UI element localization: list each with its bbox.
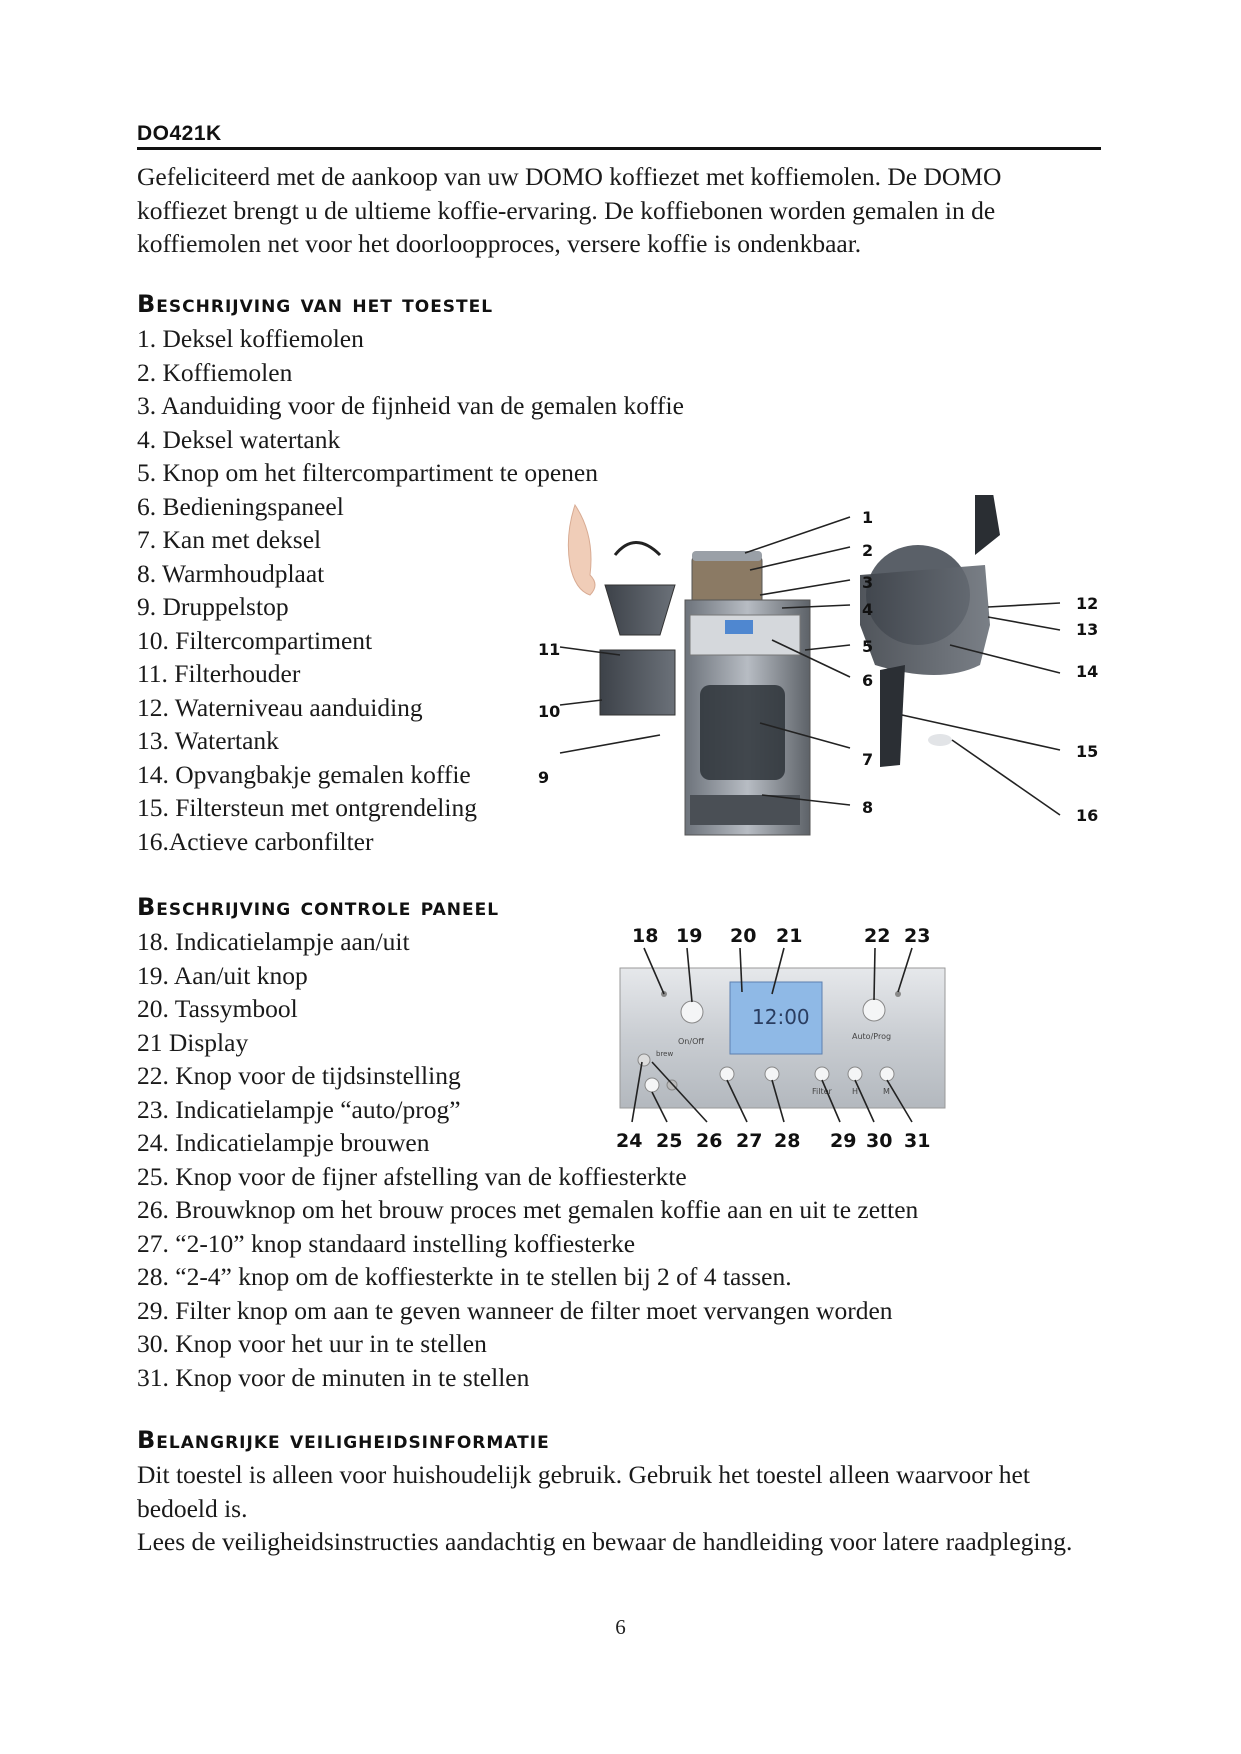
figure-label: 1 (862, 508, 874, 527)
panel-label: 19 (676, 925, 703, 947)
minute-button[interactable] (880, 1067, 894, 1081)
section-heading-device: Beschrijving van het toestel (137, 290, 494, 318)
panel-label: 20 (730, 925, 757, 947)
panel-label: 21 (776, 925, 803, 947)
panel-label: 24 (616, 1130, 643, 1152)
grinder-top (692, 555, 762, 605)
panel-label: 23 (904, 925, 931, 947)
list-item: 13. Watertank (137, 726, 279, 755)
section-heading-control-panel: Beschrijving controle paneel (137, 893, 500, 921)
list-item: 7. Kan met deksel (137, 525, 322, 554)
filter-label: Filter (812, 1087, 832, 1096)
list-item: 9. Druppelstop (137, 592, 289, 621)
list-item: 18. Indicatielampje aan/uit (137, 927, 410, 956)
safety-paragraph: Dit toestel is alleen voor huishoudelijk gebruik. Gebruik het toestel alleen waarvoor het bedoeld is. (137, 1460, 1030, 1523)
safety-paragraph: Lees de veiligheidsinstructies aandachtig en bewaar de handleiding voor latere raadpleging. (137, 1527, 1073, 1556)
panel-label: 30 (866, 1130, 893, 1152)
figure-label: 11 (538, 640, 561, 659)
filter-button[interactable] (815, 1067, 829, 1081)
list-item: 10. Filtercompartiment (137, 625, 373, 655)
carbon-filter (928, 734, 952, 746)
panel-label: 26 (696, 1130, 723, 1152)
button-2-10[interactable] (720, 1067, 734, 1081)
minute-label: M (883, 1087, 890, 1096)
panel-label: 22 (864, 925, 891, 947)
figure-label: 2 (862, 541, 874, 560)
figure-label: 8 (862, 798, 874, 817)
filter-holder (615, 543, 660, 556)
list-item: 15. Filtersteun met ontgrendeling (137, 793, 477, 822)
list-item: 16.Actieve carbonfilter (137, 826, 374, 856)
intro-paragraph: Gefeliciteerd met de aankoop van uw DOMO koffiezet met koffiemolen. De DOMO koffiezet brengt u de ultieme koffie-ervaring. De koffiebonen worden gemalen in de koffiemolen net voor het doorloopproces, versere koffie is ondenkbaar. (137, 162, 1002, 258)
filter-support (880, 665, 905, 767)
figure-label: 7 (862, 750, 874, 769)
list-item: 22. Knop voor de tijdsinstelling (137, 1061, 461, 1090)
coffee-machine-diagram (520, 495, 1140, 855)
display-time: 12:00 (752, 1005, 810, 1029)
panel-label: 28 (774, 1130, 801, 1152)
hour-button[interactable] (848, 1067, 862, 1081)
carafe (700, 685, 785, 780)
on-off-label: On/Off (678, 1037, 704, 1046)
figure-label: 16 (1076, 806, 1099, 825)
filter-compartment (600, 650, 675, 715)
figure-label: 3 (862, 573, 874, 592)
list-item: 29. Filter knop om aan te geven wanneer de filter moet vervangen worden (137, 1295, 893, 1325)
auto-prog-label: Auto/Prog (852, 1032, 892, 1041)
auto-prog-button[interactable] (863, 999, 885, 1021)
figure-label: 10 (538, 702, 561, 721)
list-item: 2. Koffiemolen (137, 357, 293, 387)
figure-label: 13 (1076, 620, 1099, 639)
list-item: 14. Opvangbakje gemalen koffie (137, 759, 471, 789)
list-item: 6. Bedieningspaneel (137, 491, 344, 521)
list-item: 11. Filterhouder (137, 659, 301, 688)
brew-indicator (638, 1054, 650, 1066)
list-item: 5. Knop om het filtercompartiment te openen (137, 458, 598, 487)
list-item: 1. Deksel koffiemolen (137, 324, 364, 353)
page-number: 6 (615, 1615, 626, 1639)
list-item: 26. Brouwknop om het brouw proces met gemalen koffie aan en uit te zetten (137, 1195, 919, 1224)
list-item: 28. “2-4” knop om de koffiesterkte in te stellen bij 2 of 4 tassen. (137, 1262, 792, 1291)
list-item: 23. Indicatielampje “auto/prog” (137, 1094, 461, 1124)
figure-label: 5 (862, 637, 874, 656)
figure-label: 6 (862, 671, 874, 690)
list-item: 8. Warmhoudplaat (137, 558, 325, 588)
list-item: 30. Knop voor het uur in te stellen (137, 1329, 487, 1358)
panel-label: 27 (736, 1130, 763, 1152)
button-2-4[interactable] (765, 1067, 779, 1081)
hand-illustration (568, 505, 595, 595)
list-item: 19. Aan/uit knop (137, 960, 308, 990)
figure-label: 14 (1076, 662, 1099, 681)
list-item: 20. Tassymbool (137, 994, 298, 1023)
strength-button[interactable] (645, 1078, 659, 1092)
warming-plate (690, 795, 800, 825)
list-item: 4. Deksel watertank (137, 424, 341, 454)
safety-text (137, 1458, 1097, 1559)
list-item: 12. Waterniveau aanduiding (137, 692, 423, 722)
panel-label: 25 (656, 1130, 683, 1152)
water-tank (860, 565, 990, 675)
control-panel-diagram (612, 922, 952, 1154)
brew-label: brew (656, 1050, 674, 1058)
model-number: DO421K (137, 122, 222, 145)
list-item: 31. Knop voor de minuten in te stellen (137, 1362, 530, 1392)
figure-label: 9 (538, 768, 550, 787)
list-item: 24. Indicatielampje brouwen (137, 1128, 430, 1157)
figure-label: 4 (862, 600, 874, 619)
panel-label: 29 (830, 1130, 857, 1152)
header-rule (137, 147, 1101, 150)
section-heading-safety: Belangrijke veiligheidsinformatie (137, 1426, 550, 1454)
list-item: 21 Display (137, 1027, 249, 1057)
list-item: 3. Aanduiding voor de fijnheid van de gemalen koffie (137, 391, 684, 420)
list-item: 25. Knop voor de fijner afstelling van de koffiesterkte (137, 1161, 687, 1191)
on-off-button[interactable] (681, 1001, 703, 1023)
panel-label: 31 (904, 1130, 931, 1152)
hour-label: H (852, 1087, 859, 1096)
figure-label: 15 (1076, 742, 1099, 761)
panel-label: 18 (632, 925, 659, 947)
figure-label: 12 (1076, 594, 1099, 613)
list-item: 27. “2-10” knop standaard instelling koffiesterke (137, 1228, 636, 1258)
